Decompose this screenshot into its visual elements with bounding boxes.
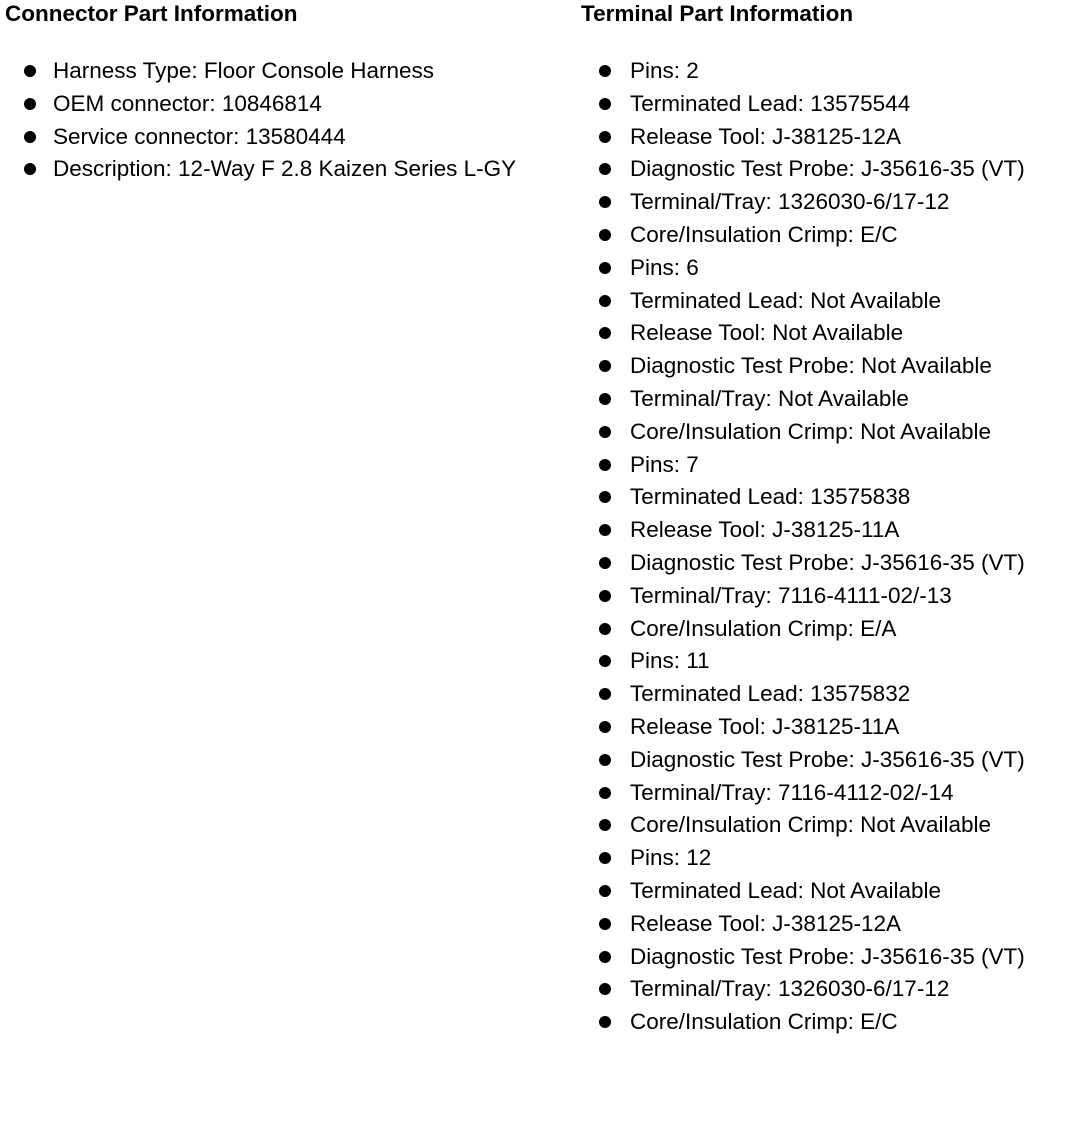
terminal-item	[581, 514, 1086, 547]
bullet-icon	[24, 163, 36, 175]
terminal-item	[581, 219, 1086, 252]
terminal-item	[581, 383, 1086, 416]
terminal-item	[581, 1006, 1086, 1039]
terminal-item-text: Pins: 7	[630, 451, 699, 477]
bullet-icon	[599, 65, 611, 77]
connector-item	[5, 55, 575, 88]
terminal-item	[581, 809, 1086, 842]
terminal-item-text: Core/Insulation Crimp: E/A	[630, 615, 897, 641]
bullet-icon	[599, 360, 611, 372]
terminal-item	[581, 842, 1086, 875]
bullet-icon	[599, 295, 611, 307]
terminal-item	[581, 481, 1086, 514]
bullet-icon	[599, 393, 611, 405]
terminal-item-text: Core/Insulation Crimp: Not Available	[630, 812, 992, 838]
bullet-icon	[599, 524, 611, 536]
terminal-item-text: Core/Insulation Crimp: Not Available	[630, 418, 992, 444]
terminal-part-section	[581, 0, 1086, 1039]
terminal-item	[581, 55, 1086, 88]
bullet-icon	[599, 787, 611, 799]
bullet-icon	[599, 327, 611, 339]
terminal-group-pins-11	[581, 645, 1086, 842]
terminal-item	[581, 678, 1086, 711]
terminal-item	[581, 941, 1086, 974]
connector-part-list	[5, 55, 575, 186]
connector-part-section	[5, 0, 575, 186]
connector-item-text: Service connector: 13580444	[53, 123, 346, 149]
terminal-item-text: Release Tool: Not Available	[630, 320, 904, 346]
bullet-icon	[599, 1016, 611, 1028]
bullet-icon	[599, 229, 611, 241]
bullet-icon	[599, 196, 611, 208]
terminal-item-text: Core/Insulation Crimp: E/C	[630, 221, 898, 247]
terminal-item-text: Release Tool: J-38125-12A	[630, 123, 902, 149]
bullet-icon	[599, 918, 611, 930]
bullet-icon	[599, 655, 611, 667]
bullet-icon	[599, 163, 611, 175]
terminal-item-text: Terminal/Tray: 7116-4112-02/-14	[630, 779, 954, 805]
bullet-icon	[599, 590, 611, 602]
bullet-icon	[599, 459, 611, 471]
connector-item-text: Description: 12-Way F 2.8 Kaizen Series L-GY	[53, 156, 517, 182]
terminal-item	[581, 153, 1086, 186]
connector-item	[5, 153, 575, 186]
terminal-item	[581, 547, 1086, 580]
connector-item-text: Harness Type: Floor Console Harness	[53, 58, 435, 83]
terminal-item-text: Terminated Lead: 13575832	[630, 681, 911, 707]
terminal-item-text: Diagnostic Test Probe: J-35616-35 (VT)	[630, 549, 1025, 575]
terminal-item	[581, 416, 1086, 449]
terminal-item	[581, 711, 1086, 744]
terminal-item-text: Terminated Lead: 13575544	[630, 90, 911, 116]
bullet-icon	[599, 262, 611, 274]
terminal-item-text: Terminal/Tray: 1326030-6/17-12	[630, 189, 950, 215]
bullet-icon	[599, 131, 611, 143]
terminal-item-text: Release Tool: J-38125-11A	[630, 517, 900, 543]
terminal-item-text: Core/Insulation Crimp: E/C	[630, 1009, 898, 1035]
terminal-group-pins-7	[581, 449, 1086, 646]
bullet-icon	[599, 426, 611, 438]
terminal-item-text: Terminal/Tray: Not Available	[630, 385, 909, 411]
terminal-item	[581, 875, 1086, 908]
terminal-group-pins-2	[581, 55, 1086, 252]
terminal-item	[581, 317, 1086, 350]
terminal-item-text: Terminal/Tray: 1326030-6/17-12	[630, 976, 950, 1002]
terminal-item	[581, 285, 1086, 318]
bullet-icon	[599, 688, 611, 700]
terminal-item	[581, 645, 1086, 678]
terminal-item	[581, 744, 1086, 777]
bullet-icon	[599, 491, 611, 503]
bullet-icon	[24, 131, 36, 143]
connector-item	[5, 88, 575, 121]
terminal-item-text: Terminated Lead: 13575838	[630, 484, 911, 510]
terminal-group-pins-12	[581, 842, 1086, 1039]
terminal-item-text: Diagnostic Test Probe: J-35616-35 (VT)	[630, 156, 1025, 182]
connector-part-heading: Connector Part Information	[5, 1, 298, 26]
terminal-item-text: Diagnostic Test Probe: J-35616-35 (VT)	[630, 943, 1025, 969]
bullet-icon	[599, 721, 611, 733]
terminal-item	[581, 580, 1086, 613]
terminal-group-pins-6	[581, 252, 1086, 449]
terminal-item-text: Diagnostic Test Probe: J-35616-35 (VT)	[630, 746, 1025, 772]
bullet-icon	[599, 557, 611, 569]
terminal-item	[581, 613, 1086, 646]
terminal-item-text: Pins: 11	[630, 648, 710, 674]
terminal-item	[581, 449, 1086, 482]
bullet-icon	[599, 819, 611, 831]
terminal-item	[581, 350, 1086, 383]
terminal-item	[581, 252, 1086, 285]
terminal-groups	[581, 55, 1086, 1039]
terminal-part-heading: Terminal Part Information	[581, 1, 854, 26]
bullet-icon	[24, 65, 36, 77]
connector-item	[5, 121, 575, 154]
bullet-icon	[599, 983, 611, 995]
terminal-item-text: Pins: 12	[630, 845, 712, 871]
bullet-icon	[599, 951, 611, 963]
terminal-item	[581, 121, 1086, 154]
connector-item-text: OEM connector: 10846814	[53, 90, 322, 116]
terminal-item-text: Terminal/Tray: 7116-4111-02/-13	[630, 582, 952, 608]
terminal-item-text: Release Tool: J-38125-12A	[630, 910, 902, 936]
bullet-icon	[599, 754, 611, 766]
terminal-item	[581, 973, 1086, 1006]
bullet-icon	[24, 98, 36, 110]
terminal-item	[581, 88, 1086, 121]
terminal-item-text: Release Tool: J-38125-11A	[630, 713, 900, 739]
terminal-item-text: Terminated Lead: Not Available	[630, 877, 942, 903]
terminal-item-text: Pins: 2	[630, 58, 699, 83]
terminal-item-text: Terminated Lead: Not Available	[630, 287, 942, 313]
terminal-item	[581, 908, 1086, 941]
terminal-item-text: Diagnostic Test Probe: Not Available	[630, 353, 992, 379]
bullet-icon	[599, 852, 611, 864]
bullet-icon	[599, 98, 611, 110]
terminal-item-text: Pins: 6	[630, 254, 699, 280]
bullet-icon	[599, 623, 611, 635]
terminal-item	[581, 777, 1086, 810]
terminal-item	[581, 186, 1086, 219]
bullet-icon	[599, 885, 611, 897]
